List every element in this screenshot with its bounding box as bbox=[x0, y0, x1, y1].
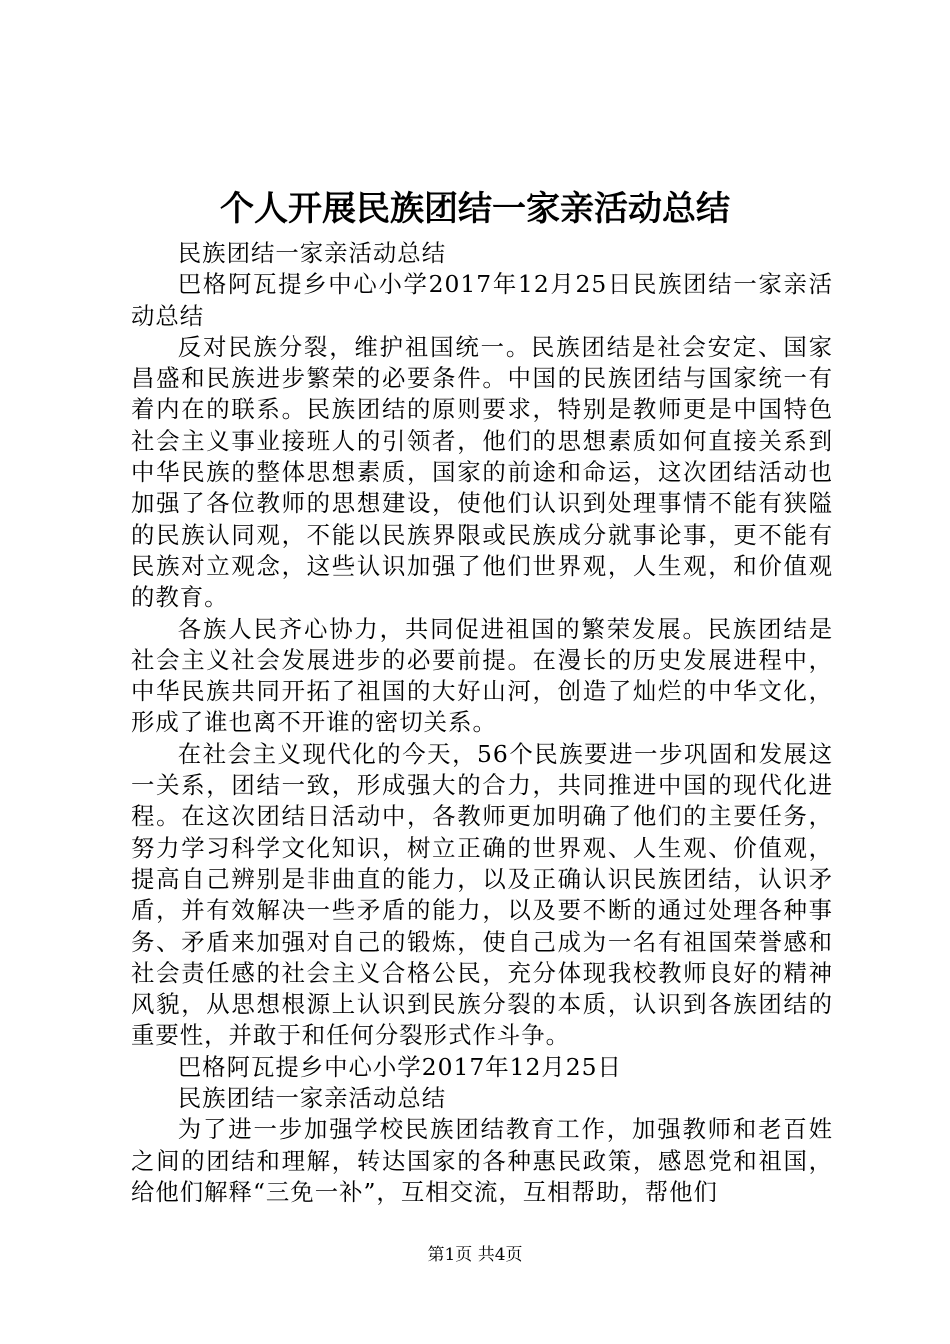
paragraph-body: 各族人民齐心协力，共同促进祖国的繁荣发展。民族团结是社会主义社会发展进步的必要前提。在漫长的历史发展进程中，中华民族共同开拓了祖国的大好山河，创造了灿烂的中华文化，形成了谁也离不开谁的密切关系。 bbox=[131, 614, 833, 737]
document-title: 个人开展民族团结一家亲活动总结 bbox=[220, 189, 730, 229]
paragraph-body: 在社会主义现代化的今天，56个民族要进一步巩固和发展这一关系，团结一致，形成强大的合力，共同推进中国的现代化进程。在这次团结日活动中，各教师更加明确了他们的主要任务，努力学习科学文化知识，树立正确的世界观、人生观、价值观，提高自己辨别是非曲直的能力，以及正确认识民族团结，认识矛盾，并有效解决一些矛盾的能力，以及要不断的通过处理各种事务、矛盾来加强对自己的锻炼，使自己成为一名有祖国荣誉感和社会责任感的社会主义合格公民，充分体现我校教师良好的精神风貌，从思想根源上认识到民族分裂的本质，认识到各族团结的重要性，并敢于和任何分裂形式作斗争。 bbox=[131, 739, 833, 1050]
page-footer: 第1页 共4页 bbox=[427, 1245, 523, 1265]
document-body bbox=[131, 238, 833, 1208]
paragraph-body: 反对民族分裂，维护祖国统一。民族团结是社会安定、国家昌盛和民族进步繁荣的必要条件。中国的民族团结与国家统一有着内在的联系。民族团结的原则要求，特别是教师更是中国特色社会主义事业接班人的引领者，他们的思想素质如何直接关系到中华民族的整体思想素质，国家的前途和命运，这次团结活动也加强了各位教师的思想建设，使他们认识到处理事情不能有狭隘的民族认同观，不能以民族界限或民族成分就事论事，更不能有民族对立观念，这些认识加强了他们世界观，人生观，和价值观的教育。 bbox=[131, 332, 833, 612]
paragraph-signature: 巴格阿瓦提乡中心小学2017年12月25日 bbox=[177, 1052, 622, 1081]
paragraph-body: 为了进一步加强学校民族团结教育工作，加强教师和老百姓之间的团结和理解，转达国家的各种惠民政策，感恩党和祖国，给他们解释“三免一补”，互相交流，互相帮助，帮他们 bbox=[131, 1115, 833, 1206]
paragraph-heading: 民族团结一家亲活动总结 bbox=[177, 1084, 447, 1113]
paragraph-heading: 民族团结一家亲活动总结 bbox=[177, 239, 447, 267]
paragraph-subheading: 巴格阿瓦提乡中心小学2017年12月25日民族团结一家亲活动总结 bbox=[131, 270, 833, 330]
